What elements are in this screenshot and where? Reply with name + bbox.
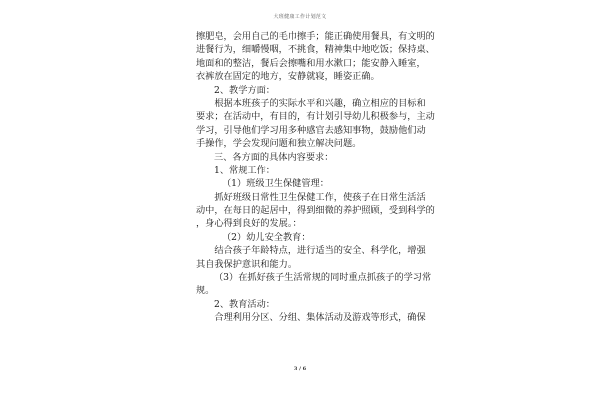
text-line: （1）班级卫生保健管理： [222,178,329,190]
paragraph [196,164,408,177]
text-line: 1、常规工作： [214,164,275,176]
page-number: 3 / 6 [293,366,307,372]
paragraph [196,151,408,164]
text-line: 动中，在每日的起居中，得到细微的养护照顾，受到科学的 [196,205,435,217]
text-line: 地面和的整洁，餐后会擦嘴和用水漱口；能安静入睡室， [196,57,426,69]
text-line: 合理利用分区、分组、集体活动及游戏等形式，确保 [196,312,426,324]
paragraph [196,30,435,84]
paragraph [196,191,435,231]
paragraph [196,177,408,190]
text-line: 结合孩子年龄特点，进行适当的安全、科学化，增强 [196,245,426,257]
text-line: 要求；在活动中，有目的，有计划引导幼儿积极参与，主动 [196,111,435,123]
text-line: 擦肥皂，会用自己的毛巾擦手；能正确使用餐具，有文明的 [196,31,435,42]
paragraph [196,84,408,97]
text-line: （2）幼儿安全教育： [222,231,311,243]
paragraph [196,311,426,324]
text-line: 抓好班级日常性卫生保健工作，使孩子在日常生活活 [196,191,426,203]
document-body [196,30,435,325]
paragraph [196,298,408,311]
text-line: 学习，引导他们学习用多种感官去感知事物，鼓励他们动 [196,124,426,136]
text-line: 其自我保护意识和能力。 [196,258,298,270]
text-line: （3）在抓好孩子生活常规的同时重点抓孩子的学习常 [214,272,432,284]
text-line: 三、各方面的具体内容要求： [214,151,334,163]
paragraph [196,284,408,297]
text-line: 2、教育活动： [214,298,275,310]
text-line: 手操作，学会发现问题和独立解决问题。 [196,138,362,150]
paragraph [196,97,435,151]
text-line: 衣裤放在固定的地方，安静就寝，睡姿正确。 [196,71,380,83]
text-line: 进餐行为，细嚼慢咽，不挑食，精神集中地吃饭；保持桌、 [196,44,435,56]
paragraph [196,231,408,244]
text-line: 2、教学方面： [214,84,275,96]
text-line: ，身心得到良好的发展。： [196,218,302,230]
text-line: 根据本班孩子的实际水平和兴趣，确立相应的目标和 [196,97,426,109]
paragraph [196,271,432,284]
page-header: 大班健康工作计划范文 [273,14,327,20]
text-line: 规。 [196,285,215,297]
paragraph [196,244,426,271]
